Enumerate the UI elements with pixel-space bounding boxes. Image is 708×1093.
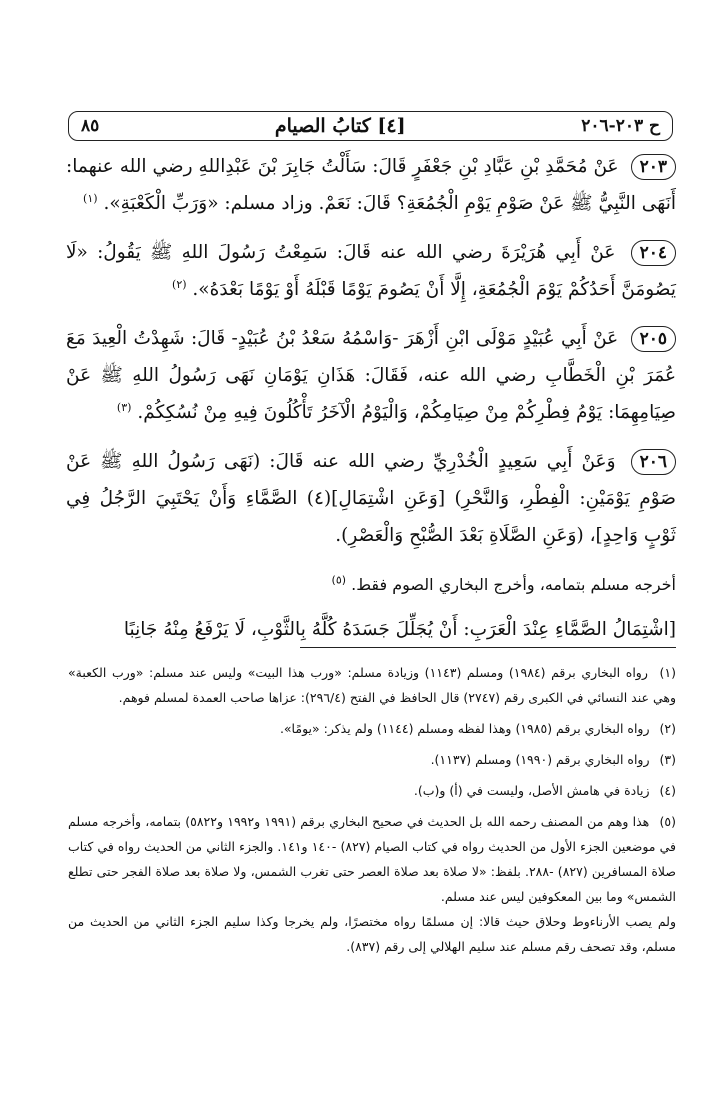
footnote-ref: (١) (83, 191, 98, 205)
footnote-ref: (٥) (331, 573, 347, 587)
chapter-title: [٤] كتابُ الصيام (274, 115, 406, 137)
footnotes (68, 660, 676, 965)
hadith-number: ٢٠٣ (631, 154, 676, 180)
footnote-number: (٥) (659, 814, 676, 829)
hadith-text: عَنْ مُحَمَّدِ بْنِ عَبَّادِ بْنِ جَعْفَرٍ قَالَ: سَأَلْتُ جَابِرَ بْنَ عَبْدِاللهِ رضي الله عنهما: أَنَهَى النَّبِيُّ ﷺ عَنْ صَوْمِ يَوْمِ الْجُمُعَةِ؟ قَالَ: نَعَمْ. وزاد مسلم: «وَرَبِّ الْكَعْبَةِ». (66, 156, 676, 214)
hadith-203 (66, 148, 676, 222)
hadith-text: عَنْ أَبِي عُبَيْدٍ مَوْلَى ابْنِ أَزْهَرَ -وَاسْمُهُ سَعْدُ بْنُ عُبَيْدٍ- قَالَ: شَهِدْتُ الْعِيدَ مَعَ عُمَرَ بْنِ الْخَطَّابِ رضي الله عنه، فَقَالَ: هَذَانِ يَوْمَانِ نَهَى رَسُولُ اللهِ ﷺ عَنْ صِيَامِهِمَا: يَوْمُ فِطْرِكُمْ مِنْ صِيَامِكُمْ، وَالْيَوْمُ الْآخَرُ تَأْكُلُونَ فِيهِ مِنْ نُسُكِكُمْ. (66, 328, 676, 423)
footnote-text: هذا وهم من المصنف رحمه الله بل الحديث في صحيح البخاري برقم (١٩٩١ و١٩٩٢ و٥٨٢٢) بتمامه، وأخرجه مسلم في موضعين الجزء الأول من الحديث رواه في كتاب الصيام (٨٢٧) -١٤٠ و١٤١. والجزء الثاني من الحديث رواه في كتاب صلاة المسافرين (٨٢٧) -٢٨٨. بلفظ: «لا صلاة بعد صلاة العصر حتى تغرب الشمس، ولا صلاة بعد صلاة الفجر حتى تطلع الشمس» وما بين المعكوفين ليس عند مسلم. (68, 814, 677, 904)
main-text (66, 148, 676, 656)
footnote-ref: (٣) (116, 400, 132, 414)
footnote-text: زيادة في هامش الأصل، وليست في (أ) و(ب). (413, 783, 650, 798)
footnote-1 (68, 660, 676, 710)
hadith-number: ٢٠٦ (631, 449, 676, 475)
footnote-ref: (٢) (172, 277, 187, 291)
footnote-number: (٣) (659, 752, 676, 767)
hadith-205 (66, 320, 676, 431)
footnote-2 (68, 716, 676, 741)
footnote-continuation: ولم يصب الأرناءوط وحلاق حيث قالا: إن مسلمًا رواه مختصرًا، ولم يخرجا وكذا سليم الجزء الثاني من الحديث من مسلم، وقد تصحف رقم مسلم عند سليم الهلالي إلى رقم (٨٣٧). (68, 914, 676, 954)
footnote-5 (68, 809, 676, 959)
page-number: ٨٥ (81, 116, 100, 136)
hadith-range: ح ٢٠٣-٢٠٦ (581, 116, 660, 136)
hadith-number: ٢٠٤ (631, 240, 676, 266)
footnote-number: (٢) (659, 721, 676, 736)
footnote-3 (68, 747, 676, 772)
footnote-number: (١) (659, 665, 676, 680)
gloss-note: [اشْتِمَالُ الصَّمَّاءِ عِنْدَ الْعَرَبِ: أَنْ يُجَلِّلَ جَسَدَهُ كُلَّهُ بِالثَّوْبِ، لَا يَرْفَعُ مِنْهُ جَانِبًا (123, 619, 676, 640)
hadith-text: وَعَنْ أَبِي سَعِيدٍ الْخُدْرِيِّ رضي الله عنه قَالَ: (نَهَى رَسُولُ اللهِ ﷺ عَنْ صَوْمِ يَوْمَيْنِ: الْفِطْرِ، وَالنَّحْرِ) [وَعَنِ اشْتِمَالِ](٤) الصَّمَّاءِ وَأَنْ يَحْتَبِيَ الرَّجُلُ فِي ثَوْبٍ وَاحِدٍ]، (وَعَنِ الصَّلَاةِ بَعْدَ الصُّبْحِ وَالْعَصْرِ). (66, 451, 676, 546)
running-header (68, 111, 673, 141)
footnote-text: رواه البخاري برقم (١٩٨٤) ومسلم (١١٤٣) وزيادة مسلم: «ورب هذا البيت» وليس عند مسلم: «ورب الكعبة» وهي عند النسائي في الكبرى رقم (٢٧٤٧) قال الحافظ في الفتح (٢٩٦/٤): عزاها صاحب العمدة لمسلم فوهم. (68, 665, 676, 705)
hadith-204 (66, 234, 676, 308)
footnote-4 (68, 778, 676, 803)
footnote-text: رواه البخاري برقم (١٩٨٥) وهذا لفظه ومسلم (١١٤٤) ولم يذكر: «يومًا». (279, 721, 650, 736)
hadith-text: عَنْ أَبِي هُرَيْرَةَ رضي الله عنه قَالَ: سَمِعْتُ رَسُولَ اللهِ ﷺ يَقُولُ: «لَا يَصُومَنَّ أَحَدُكُمْ يَوْمَ الْجُمُعَةِ، إِلَّا أَنْ يَصُومَ يَوْمًا قَبْلَهُ أَوْ يَوْمًا بَعْدَهُ». (66, 242, 676, 300)
hadith-number: ٢٠٥ (631, 326, 676, 352)
takhrij-note: أخرجه مسلم بتمامه، وأخرج البخاري الصوم فقط. $^{(٥)}$ (331, 573, 676, 594)
footnote-divider (300, 647, 676, 648)
footnote-number: (٤) (659, 783, 676, 798)
footnote-text: رواه البخاري برقم (١٩٩٠) ومسلم (١١٣٧). (430, 752, 650, 767)
hadith-206 (66, 443, 676, 554)
